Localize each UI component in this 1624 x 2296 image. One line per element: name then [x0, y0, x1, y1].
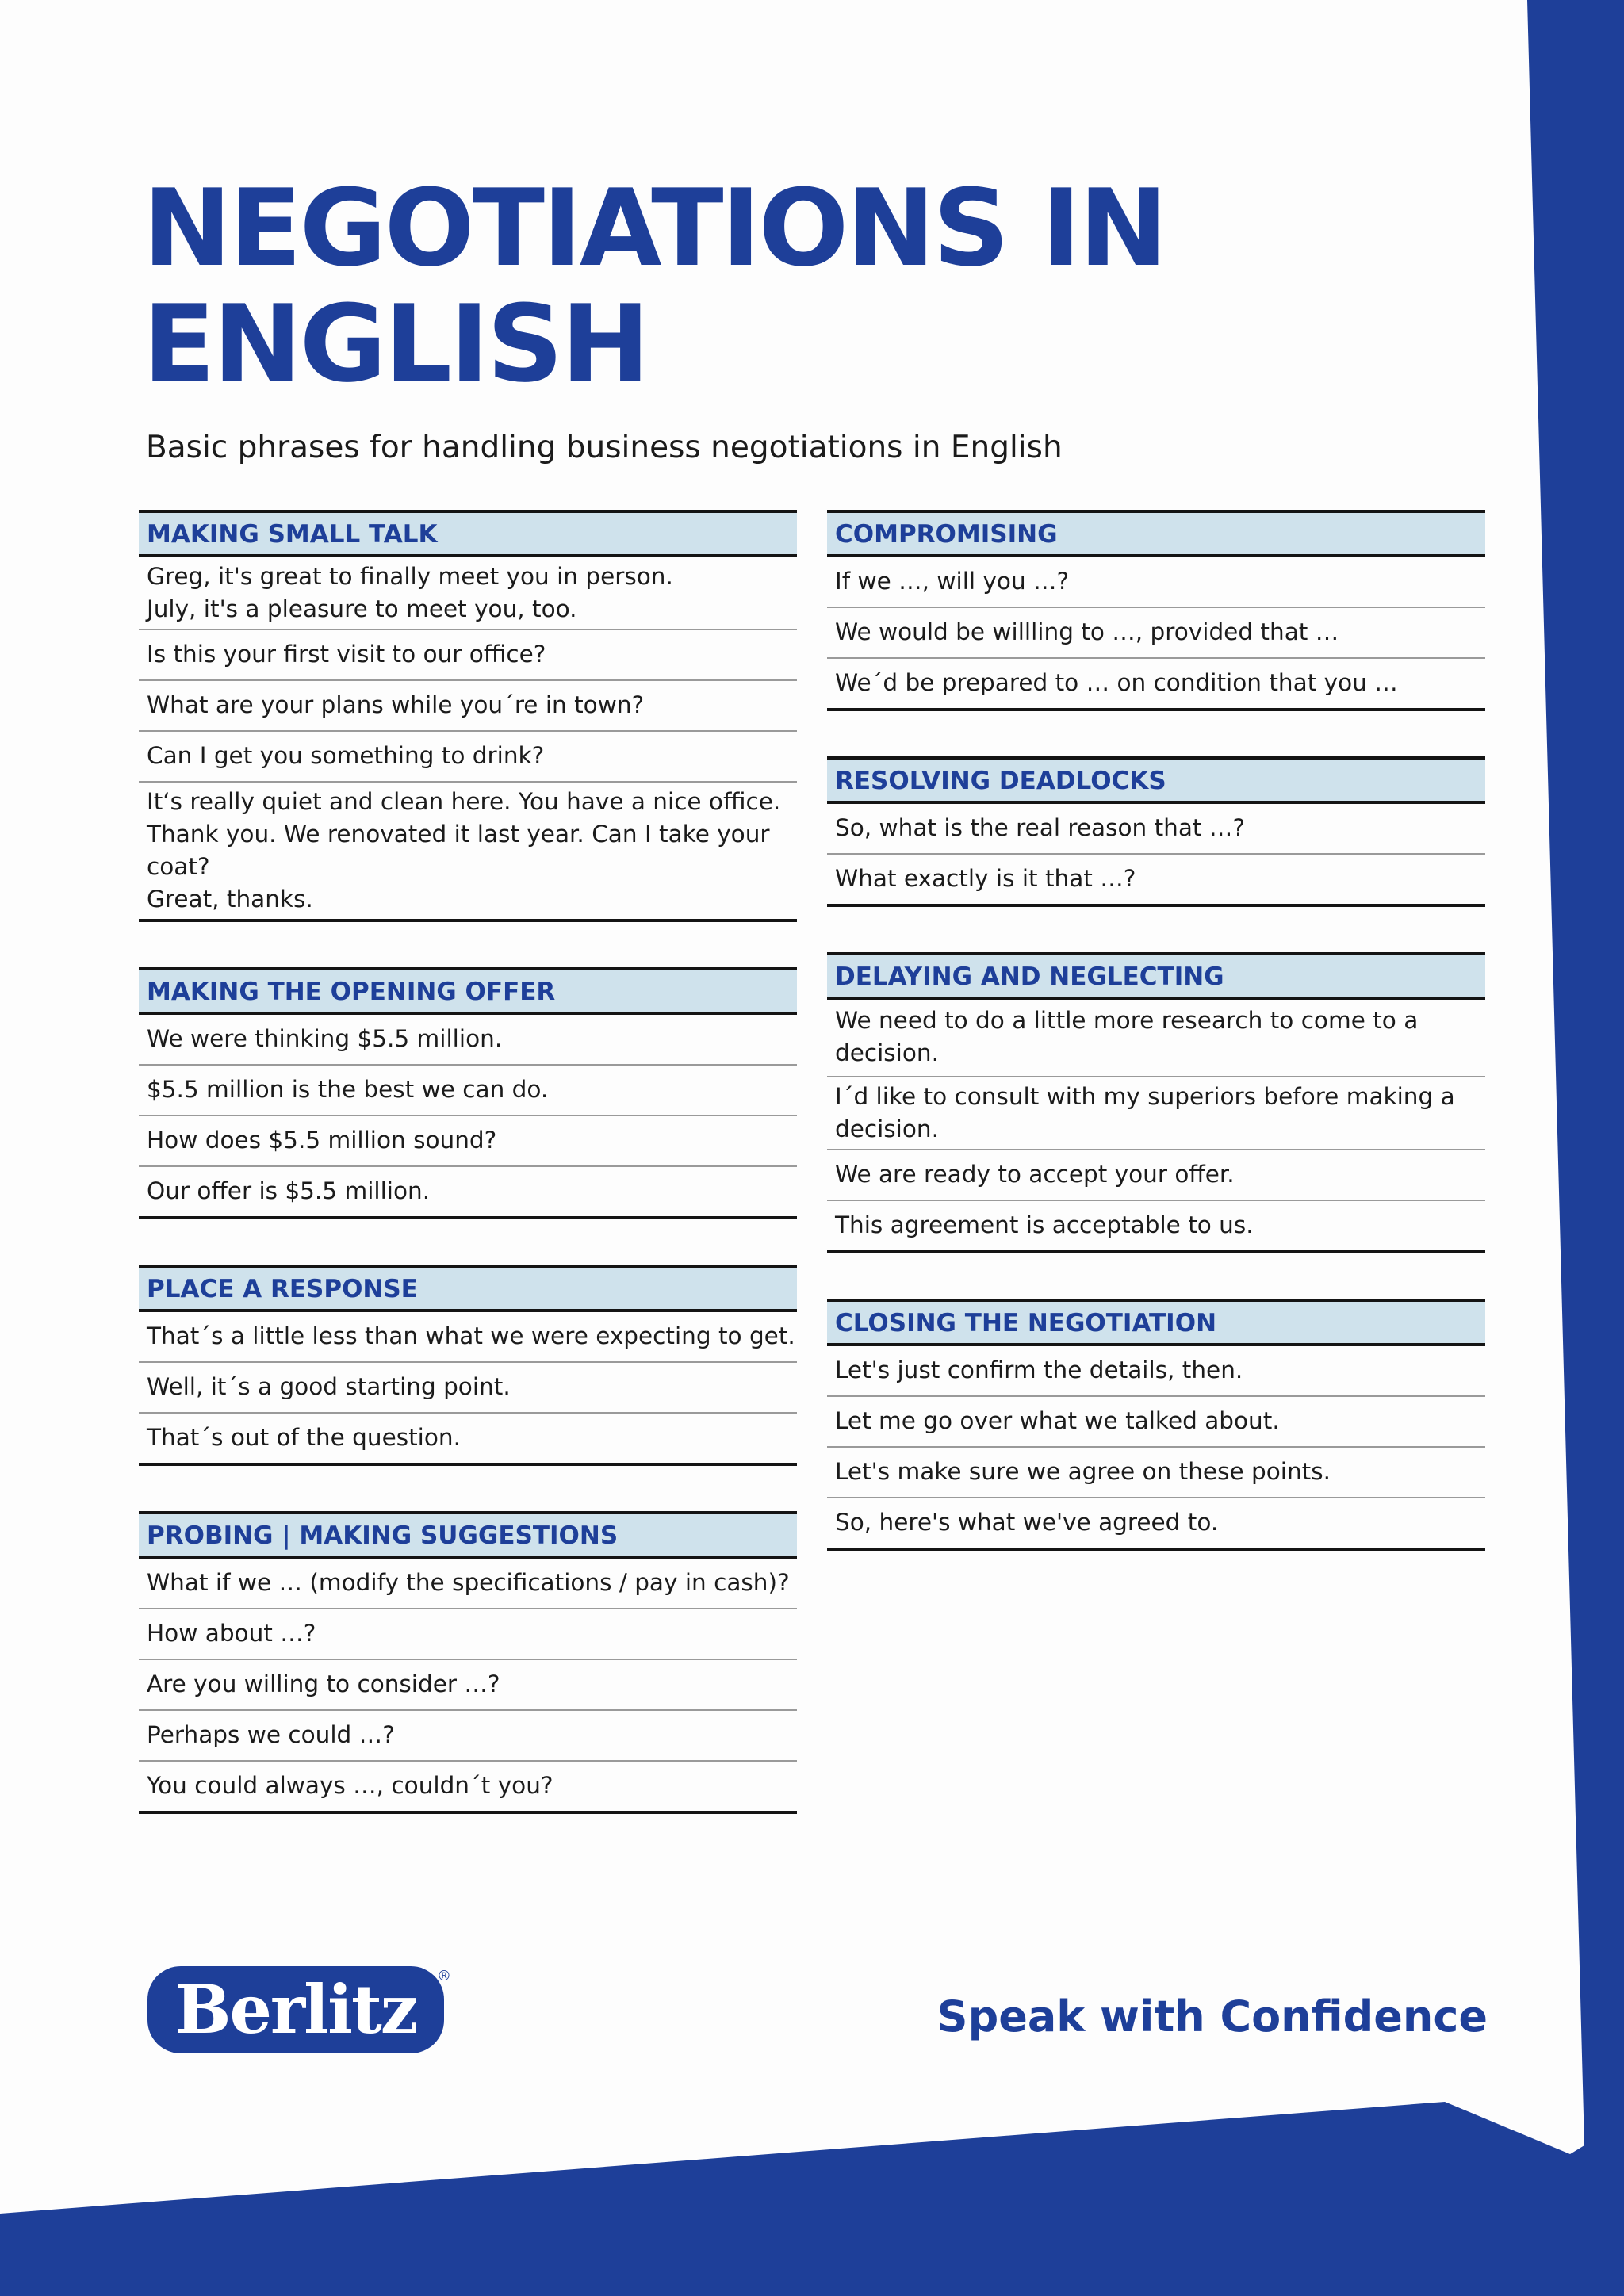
phrase-text: I´d like to consult with my superiors before making a: [835, 1083, 1455, 1110]
title-line-1: NEGOTIATIONS IN: [143, 166, 1166, 290]
phrase-list: [827, 804, 1485, 904]
phrase-row: [139, 1167, 797, 1216]
phrase-lines: [147, 689, 644, 721]
section-heading: CLOSING THE NEGOTIATION: [827, 1299, 1485, 1346]
page-title: [143, 166, 1332, 406]
phrase-text: If we …, will you …?: [835, 567, 1070, 595]
phrase-lines: [147, 561, 673, 626]
phrase-row: [139, 732, 797, 783]
phrase-lines: [147, 1073, 548, 1106]
phrase-lines: [147, 1175, 430, 1207]
phrase-row: [827, 1448, 1485, 1498]
phrase-lines: [147, 1422, 461, 1454]
phrase-list: [139, 557, 797, 919]
phrase-row: [827, 1077, 1485, 1150]
phrase-lines: [147, 1371, 511, 1403]
berlitz-logo: [147, 1966, 444, 2053]
section-heading: RESOLVING DEADLOCKS: [827, 756, 1485, 804]
phrase-text: This agreement is acceptable to us.: [835, 1211, 1254, 1238]
phrase-lines: [835, 616, 1339, 649]
section-heading: DELAYING AND NEGLECTING: [827, 952, 1485, 1000]
phrase-lines: [147, 1320, 795, 1353]
phrase-text: What if we … (modify the specifications / pay in cash)?: [147, 1568, 790, 1596]
phrase-text: What exactly is it that …?: [835, 864, 1136, 892]
phrase-text: Let's make sure we agree on these points.: [835, 1457, 1331, 1485]
phrase-list: [827, 1000, 1485, 1250]
phrase-text: Our offer is $5.5 million.: [147, 1177, 431, 1204]
phrase-lines: [835, 1081, 1455, 1146]
phrase-lines: [147, 786, 797, 916]
phrase-text: We are ready to accept your offer.: [835, 1160, 1235, 1188]
phrase-row: [827, 1201, 1485, 1250]
phrase-text: How about …?: [147, 1619, 316, 1647]
section-heading: MAKING SMALL TALK: [139, 510, 797, 557]
phrase-row: [827, 804, 1485, 855]
phrase-row: [139, 1015, 797, 1066]
phrase-lines: [835, 667, 1398, 699]
phrase-lines: [147, 1023, 502, 1055]
phrase-row: [139, 1414, 797, 1463]
phrase-text: Thank you. We renovated it last year. Can I take your coat?: [147, 821, 770, 880]
phrase-text: You could always …, couldn´t you?: [147, 1771, 553, 1799]
phrase-lines: [147, 1668, 500, 1701]
phrase-row: [827, 1000, 1485, 1077]
phrase-lines: [147, 1124, 496, 1157]
phrase-row: [827, 1498, 1485, 1548]
phrase-lines: [835, 1158, 1235, 1191]
phrase-lines: [835, 1506, 1218, 1539]
phrase-row: [827, 557, 1485, 608]
phrase-text: That´s a little less than what we were expecting to get.: [147, 1322, 795, 1349]
phrase-lines: [835, 1004, 1485, 1070]
phrase-row: [827, 1397, 1485, 1448]
phrase-text: So, here's what we've agreed to.: [835, 1508, 1219, 1536]
phrase-list: [139, 1312, 797, 1463]
phrase-text: $5.5 million is the best we can do.: [147, 1075, 549, 1103]
section-heading: PLACE A RESPONSE: [139, 1265, 797, 1312]
phrase-text: It‘s really quiet and clean here. You have a nice office.: [147, 788, 781, 815]
phrase-lines: [147, 1719, 395, 1751]
phrase-text: Let me go over what we talked about.: [835, 1406, 1280, 1434]
phrase-row: [827, 608, 1485, 659]
phrase-lines: [147, 638, 546, 671]
phrase-lines: [147, 1770, 553, 1802]
left-column: [139, 510, 797, 1859]
phrase-text: So, what is the real reason that …?: [835, 813, 1246, 841]
phrase-lines: [147, 740, 544, 772]
phrase-row: [139, 630, 797, 681]
phrase-lines: [835, 1354, 1243, 1387]
phrase-list: [139, 1015, 797, 1216]
phrase-lines: [835, 812, 1245, 844]
phrase-row: [827, 855, 1485, 904]
phrase-row: [139, 681, 797, 732]
phrase-list: [827, 1346, 1485, 1548]
logo-text: Berlitz: [174, 1970, 417, 2049]
phrase-lines: [835, 863, 1136, 895]
phrase-list: [139, 1559, 797, 1811]
phrase-row: [139, 1312, 797, 1363]
phrase-text: Great, thanks.: [147, 886, 313, 913]
phrase-lines: [835, 1209, 1254, 1242]
phrase-row: [827, 659, 1485, 708]
phrase-text: Are you willing to consider …?: [147, 1670, 500, 1697]
phrase-row: [139, 1363, 797, 1414]
phrase-text: We need to do a little more research to come to a decision.: [835, 1007, 1419, 1066]
phrase-row: [827, 1150, 1485, 1201]
section-compromising: [827, 510, 1485, 711]
right-column: [827, 510, 1485, 1596]
section-heading: PROBING | MAKING SUGGESTIONS: [139, 1511, 797, 1559]
phrase-row: [139, 1762, 797, 1811]
section-making-the-opening-offer: [139, 967, 797, 1219]
phrase-row: [139, 1660, 797, 1711]
section-closing-the-negotiation: [827, 1299, 1485, 1551]
phrase-text: What are your plans while you´re in town?: [147, 691, 645, 718]
phrase-row: [139, 783, 797, 919]
section-heading: COMPROMISING: [827, 510, 1485, 557]
tagline: Speak with Confidence: [936, 1992, 1488, 2042]
phrase-text: July, it's a pleasure to meet you, too.: [147, 595, 577, 622]
phrase-row: [139, 1066, 797, 1116]
section-making-small-talk: [139, 510, 797, 922]
section-probing-making-suggestions: [139, 1511, 797, 1814]
phrase-text: decision.: [835, 1115, 939, 1142]
page-subtitle: Basic phrases for handling business negotiations in English: [146, 430, 1063, 465]
phrase-text: Greg, it's great to finally meet you in person.: [147, 563, 673, 590]
phrase-lines: [835, 1405, 1280, 1437]
phrase-row: [139, 557, 797, 630]
phrase-row: [139, 1711, 797, 1762]
phrase-text: Perhaps we could …?: [147, 1720, 395, 1748]
section-place-a-response: [139, 1265, 797, 1466]
phrase-text: We´d be prepared to … on condition that you …: [835, 668, 1398, 696]
phrase-lines: [835, 565, 1069, 598]
phrase-text: Let's just confirm the details, then.: [835, 1356, 1243, 1383]
phrase-lines: [147, 1617, 316, 1650]
section-delaying-and-neglecting: [827, 952, 1485, 1253]
phrase-text: How does $5.5 million sound?: [147, 1126, 497, 1154]
phrase-text: That´s out of the question.: [147, 1423, 461, 1451]
phrase-text: Can I get you something to drink?: [147, 741, 545, 769]
phrase-row: [139, 1116, 797, 1167]
phrase-text: Is this your first visit to our office?: [147, 640, 546, 668]
phrase-text: We were thinking $5.5 million.: [147, 1024, 503, 1052]
section-heading: MAKING THE OPENING OFFER: [139, 967, 797, 1015]
phrase-text: Well, it´s a good starting point.: [147, 1372, 511, 1400]
phrase-row: [139, 1559, 797, 1609]
registered-mark: ®: [437, 1968, 451, 1984]
phrase-text: We would be willling to …, provided that …: [835, 618, 1339, 645]
title-line-2: ENGLISH: [143, 282, 648, 406]
phrase-row: [139, 1609, 797, 1660]
phrase-list: [827, 557, 1485, 708]
phrase-lines: [147, 1567, 790, 1599]
phrase-lines: [835, 1456, 1331, 1488]
section-resolving-deadlocks: [827, 756, 1485, 907]
phrase-row: [827, 1346, 1485, 1397]
